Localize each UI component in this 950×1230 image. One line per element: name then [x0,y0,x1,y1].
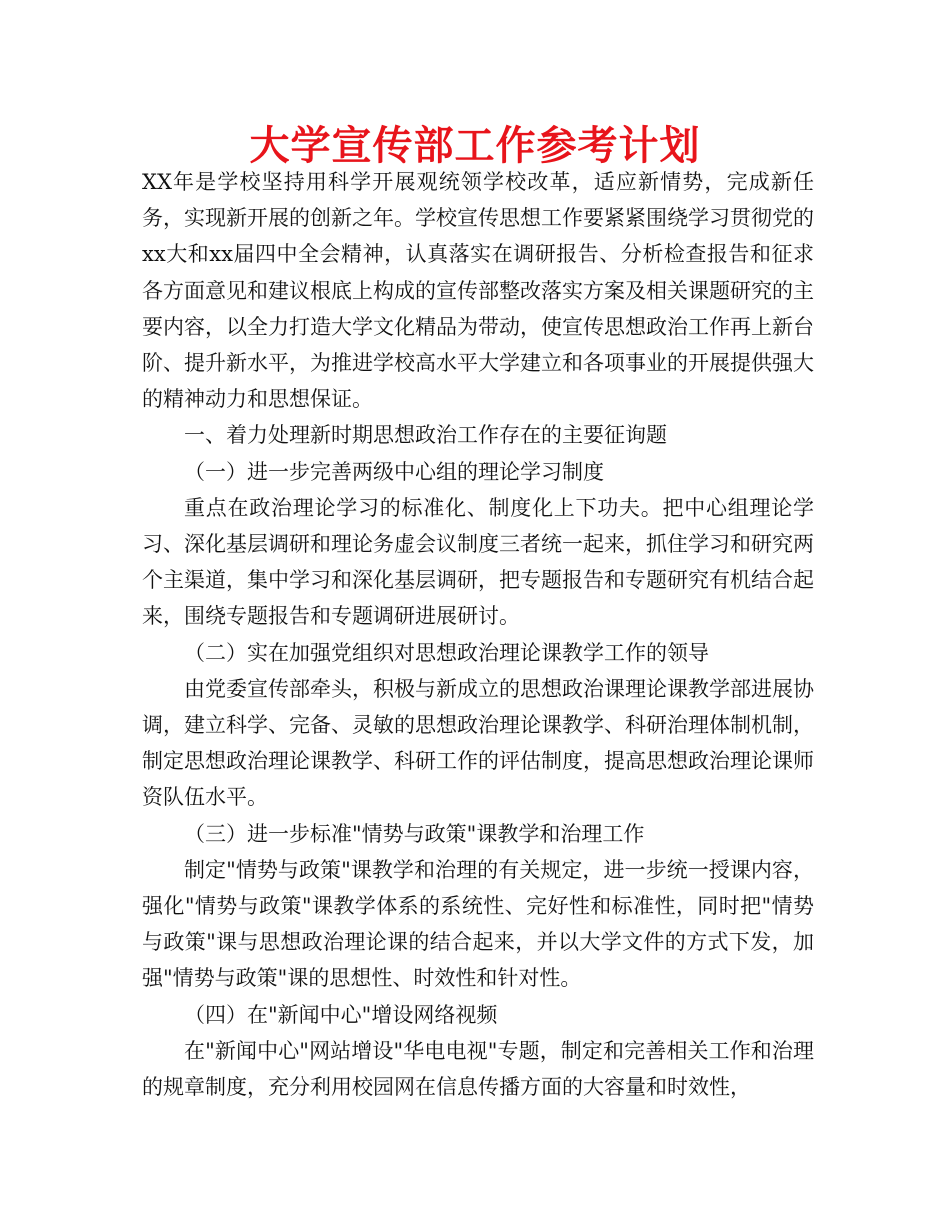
intro-paragraph: XX年是学校坚持用科学开展观统领学校改革，适应新情势，完成新任务，实现新开展的创新之年。学校宣传思想工作要紧紧围绕学习贯彻党的xx大和xx届四中全会精神，认真落实在调研报告、分析检查报告和征求各方面意见和建议根底上构成的宣传部整改落实方案及相关课题研究的主要内容，以全力打造大学文化精品为带动，使宣传思想政治工作再上新台阶、提升新水平，为推进学校高水平大学建立和各项事业的开展提供强大的精神动力和思想保证。 [142,170,814,412]
document-title: 大学宣传部工作参考计划 [249,123,701,169]
section-heading-1: 一、着力处理新时期思想政治工作存在的主要征询题 [184,423,667,448]
document-body [142,164,814,1105]
body-paragraph-1: 重点在政治理论学习的标准化、制度化上下功夫。把中心组理论学习、深化基层调研和理论务虚会议制度三者统一起来，抓住学习和研究两个主渠道，集中学习和深化基层调研，把专题报告和专题研究有机结合起来，围绕专题报告和专题调研进展研讨。 [142,495,814,629]
body-paragraph-2: 由党委宣传部牵头，积极与新成立的思想政治课理论课教学部进展协调，建立科学、完备、灵敏的思想政治理论课教学、科研治理体制机制，制定思想政治理论课教学、科研工作的评估制度，提高思想政治理论课师资队伍水平。 [142,676,814,810]
subsection-heading-1: （一）进一步完善两级中心组的理论学习制度 [184,459,604,484]
body-paragraph-3: 制定"情势与政策"课教学和治理的有关规定，进一步统一授课内容，强化"情势与政策"课教学体系的系统性、完好性和标准性，同时把"情势与政策"课与思想政治理论课的结合起来，并以大学文件的方式下发，加强"情势与政策"课的思想性、时效性和针对性。 [142,857,814,991]
subsection-heading-4: （四）在"新闻中心"增设网络视频 [184,1002,498,1027]
body-paragraph-4: 在"新闻中心"网站增设"华电电视"专题，制定和完善相关工作和治理的规章制度，充分利用校园网在信息传播方面的大容量和时效性， [142,1038,814,1100]
subsection-heading-3: （三）进一步标准"情势与政策"课教学和治理工作 [184,821,645,846]
subsection-heading-2: （二）实在加强党组织对思想政治理论课教学工作的领导 [184,640,709,665]
